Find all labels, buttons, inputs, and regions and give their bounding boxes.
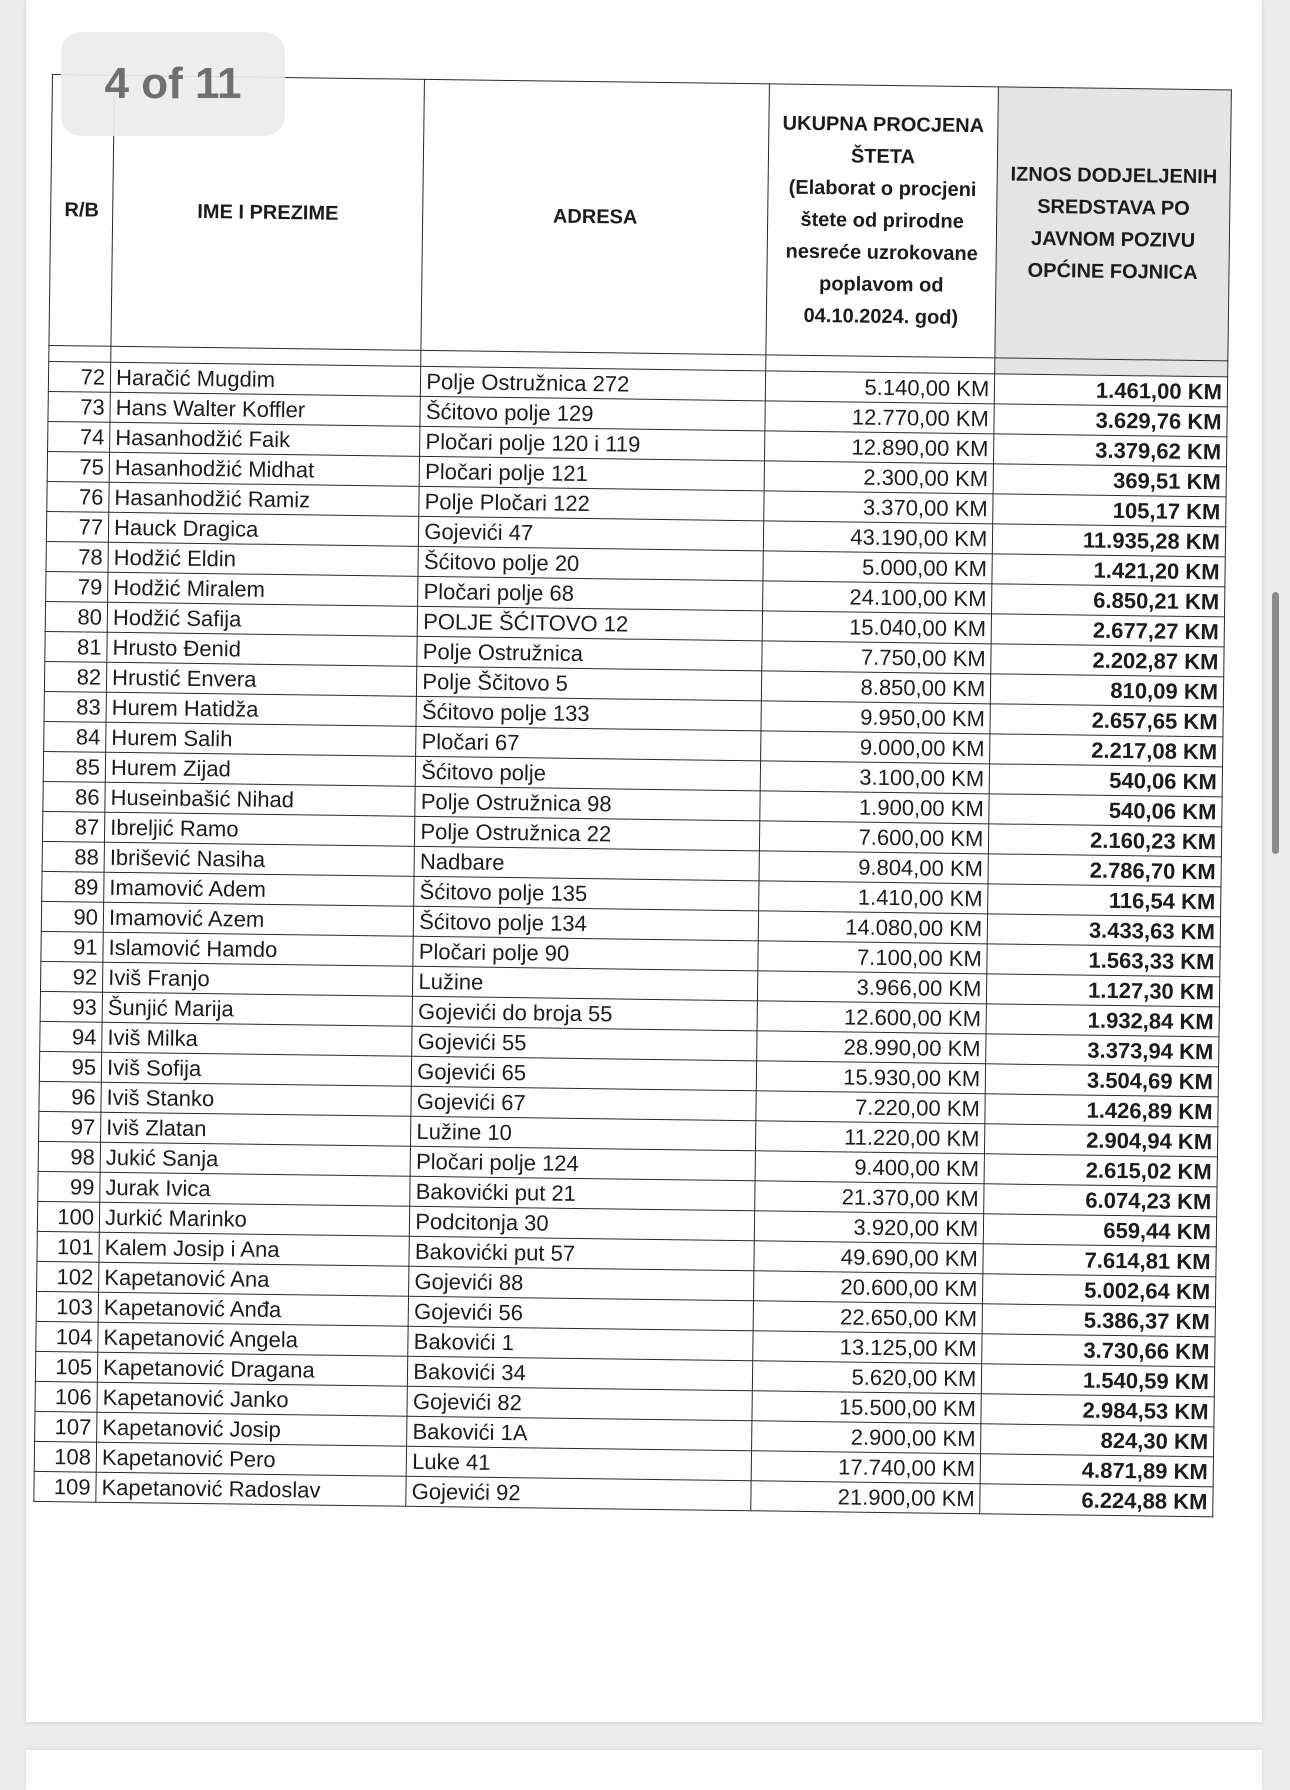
cell-address: Luke 41 (406, 1446, 751, 1481)
cell-name: Kapetanović Josip (97, 1412, 408, 1446)
cell-address: Šćitovo polje 133 (416, 696, 761, 731)
cell-name: Hasanhodžić Ramiz (109, 482, 420, 516)
cell-damage: 24.100,00 KM (762, 581, 992, 614)
cell-amount: 6.850,21 KM (992, 584, 1225, 617)
next-document-page (26, 1750, 1262, 1790)
cell-rb: 101 (37, 1231, 99, 1262)
cell-damage: 14.080,00 KM (758, 911, 988, 944)
cell-amount: 6.074,23 KM (984, 1184, 1217, 1217)
cell-address: Šćitovo polje 134 (414, 906, 759, 941)
cell-amount: 1.540,59 KM (982, 1364, 1215, 1397)
cell-name: Imamović Azem (103, 902, 414, 936)
cell-damage: 11.220,00 KM (755, 1121, 985, 1154)
cell-rb: 109 (34, 1471, 96, 1502)
header-amount-line: JAVNOM POZIVU (1030, 227, 1196, 252)
cell-name: Ibreljić Ramo (104, 812, 415, 846)
cell-address: Polje Ostružnica 98 (415, 786, 760, 821)
header-amount-line: IZNOS DODJELJENIH (1010, 163, 1218, 189)
cell-damage: 49.690,00 KM (754, 1241, 984, 1274)
cell-amount: 3.629,76 KM (994, 404, 1227, 437)
cell-address: Lužine 10 (411, 1116, 756, 1151)
cell-name: Iviš Milka (102, 1022, 413, 1056)
cell-address: Gojevići 88 (409, 1266, 754, 1301)
cell-damage: 21.900,00 KM (750, 1481, 980, 1514)
cell-amount: 824,30 KM (981, 1424, 1214, 1457)
cell-address: Šćitovo polje 20 (418, 546, 763, 581)
cell-damage: 2.300,00 KM (764, 461, 994, 494)
cell-rb: 104 (36, 1321, 98, 1352)
cell-name: Hodžić Eldin (108, 542, 419, 576)
cell-name: Kapetanović Janko (97, 1382, 408, 1416)
cell-rb: 107 (35, 1411, 97, 1442)
cell-address: Gojevići 67 (411, 1086, 756, 1121)
cell-amount: 3.433,63 KM (987, 914, 1220, 947)
cell-name: Hauck Dragica (108, 512, 419, 546)
cell-amount: 105,17 KM (993, 494, 1226, 527)
cell-amount: 2.615,02 KM (984, 1154, 1217, 1187)
cell-rb: 74 (48, 421, 110, 452)
cell-name: Iviš Zlatan (101, 1112, 412, 1146)
cell-name: Jukić Sanja (100, 1142, 411, 1176)
cell-amount: 3.504,69 KM (986, 1064, 1219, 1097)
cell-rb: 94 (40, 1021, 102, 1052)
cell-name: Hrusto Đenid (107, 632, 418, 666)
cell-address: Bakovići 1 (408, 1326, 753, 1361)
cell-address: Polje Ščitovo 5 (417, 666, 762, 701)
cell-rb: 105 (35, 1351, 97, 1382)
cell-name: Kapetanović Anđa (98, 1292, 409, 1326)
cell-amount: 2.202,87 KM (991, 644, 1224, 677)
cell-amount: 11.935,28 KM (993, 524, 1226, 557)
header-address: ADRESA (421, 79, 769, 354)
cell-rb: 95 (39, 1051, 101, 1082)
cell-name: Kapetanović Angela (98, 1322, 409, 1356)
cell-damage: 3.100,00 KM (760, 761, 990, 794)
cell-amount: 1.461,00 KM (995, 374, 1228, 407)
cell-address: Pločari 67 (416, 726, 761, 761)
cell-name: Jurkić Marinko (99, 1202, 410, 1236)
cell-amount: 810,09 KM (991, 674, 1224, 707)
cell-damage: 7.100,00 KM (758, 941, 988, 974)
page-indicator: 4 of 11 (61, 32, 285, 136)
cell-damage: 17.740,00 KM (751, 1451, 981, 1484)
cell-address: Lužine (413, 966, 758, 1001)
cell-amount: 4.871,89 KM (980, 1454, 1213, 1487)
cell-name: Jurak Ivica (100, 1172, 411, 1206)
cell-address: Gojevići 55 (412, 1026, 757, 1061)
cell-damage: 5.000,00 KM (763, 551, 993, 584)
cell-name: Hodžić Safija (107, 602, 418, 636)
cell-damage: 1.900,00 KM (759, 791, 989, 824)
cell-damage: 15.500,00 KM (752, 1391, 982, 1424)
cell-rb: 92 (40, 961, 102, 992)
cell-amount: 1.426,89 KM (985, 1094, 1218, 1127)
cell-rb: 98 (38, 1141, 100, 1172)
cell-amount: 5.002,64 KM (983, 1274, 1216, 1307)
cell-damage: 9.950,00 KM (761, 701, 991, 734)
cell-name: Hrustić Envera (106, 662, 417, 696)
cell-address: Gojevići 92 (406, 1476, 751, 1511)
cell-rb: 79 (46, 571, 108, 602)
cell-amount: 3.373,94 KM (986, 1034, 1219, 1067)
cell-rb: 87 (42, 811, 104, 842)
cell-address: Polje Ostružnica (417, 636, 762, 671)
cell-rb: 93 (40, 991, 102, 1022)
cell-name: Hurem Hatidža (106, 692, 417, 726)
cell-amount: 369,51 KM (993, 464, 1226, 497)
cell-damage: 9.000,00 KM (760, 731, 990, 764)
cell-name: Kapetanović Ana (99, 1262, 410, 1296)
cell-damage: 1.410,00 KM (758, 881, 988, 914)
cell-damage: 2.900,00 KM (751, 1421, 981, 1454)
cell-name: Hodžić Miralem (108, 572, 419, 606)
cell-name: Iviš Stanko (101, 1082, 412, 1116)
cell-amount: 1.932,84 KM (986, 1004, 1219, 1037)
cell-amount: 1.563,33 KM (987, 944, 1220, 977)
cell-address: Pločari polje 121 (419, 456, 764, 491)
cell-name: Kapetanović Radoslav (96, 1472, 407, 1506)
table-body (34, 345, 1228, 1516)
cell-name: Kapetanović Dragana (97, 1352, 408, 1386)
cell-name: Islamović Hamdo (103, 932, 414, 966)
cell-address: Podcitonja 30 (410, 1206, 755, 1241)
header-damage-line: ŠTETA (850, 145, 916, 169)
cell-address: Polje Ostružnica 272 (421, 366, 766, 401)
cell-damage: 43.190,00 KM (763, 521, 993, 554)
cell-address: Gojevići do broja 55 (412, 996, 757, 1031)
cell-address: Gojevići 56 (408, 1296, 753, 1331)
header-amount-line: OPĆINE FOJNICA (1027, 259, 1198, 285)
cell-name: Iviš Sofija (101, 1052, 412, 1086)
cell-rb: 75 (47, 451, 109, 482)
header-amount-line: SREDSTAVA PO (1037, 195, 1190, 220)
cell-rb: 86 (43, 781, 105, 812)
cell-rb: 80 (45, 601, 107, 632)
cell-name: Hans Walter Koffler (110, 392, 421, 426)
cell-damage: 15.930,00 KM (756, 1061, 986, 1094)
cell-address: Pločari polje 124 (410, 1146, 755, 1181)
cell-address: Šćitovo polje (416, 756, 761, 791)
cell-damage: 13.125,00 KM (752, 1331, 982, 1364)
cell-rb: 108 (34, 1441, 96, 1472)
cell-amount: 1.421,20 KM (992, 554, 1225, 587)
cell-damage: 20.600,00 KM (753, 1271, 983, 1304)
cell-rb: 72 (48, 361, 110, 392)
cell-amount: 2.677,27 KM (991, 614, 1224, 647)
cell-amount: 7.614,81 KM (983, 1244, 1216, 1277)
cell-name: Kalem Josip i Ana (99, 1232, 410, 1266)
header-rb: R/B (49, 75, 115, 347)
cell-rb: 84 (44, 721, 106, 752)
cell-damage: 28.990,00 KM (756, 1031, 986, 1064)
cell-address: Pločari polje 90 (413, 936, 758, 971)
cell-name: Huseinbašić Nihad (105, 782, 416, 816)
cell-address: Nadbare (414, 846, 759, 881)
cell-address: Šćitovo polje 129 (420, 396, 765, 431)
cell-rb: 100 (37, 1201, 99, 1232)
cell-rb: 76 (47, 481, 109, 512)
cell-address: Gojevići 65 (412, 1056, 757, 1091)
cell-rb: 103 (36, 1291, 98, 1322)
cell-damage: 9.804,00 KM (759, 851, 989, 884)
scrollbar[interactable] (1272, 592, 1279, 854)
cell-amount: 3.379,62 KM (994, 434, 1227, 467)
header-damage-line: (Elaborat o procjeni (788, 176, 977, 202)
cell-rb: 102 (37, 1261, 99, 1292)
header-name: IME I PREZIME (111, 75, 425, 350)
cell-address: POLJE ŠĆITOVO 12 (417, 606, 762, 641)
cell-name: Hurem Zijad (105, 752, 416, 786)
cell-name: Kapetanović Pero (96, 1442, 407, 1476)
cell-rb: 97 (39, 1111, 101, 1142)
cell-amount: 116,54 KM (988, 884, 1221, 917)
cell-rb: 88 (42, 841, 104, 872)
cell-amount: 540,06 KM (989, 794, 1222, 827)
cell-address: Bakovići 1A (407, 1416, 752, 1451)
cell-rb: 89 (42, 871, 104, 902)
cell-rb: 83 (44, 691, 106, 722)
header-damage (766, 84, 999, 358)
cell-amount: 2.160,23 KM (989, 824, 1222, 857)
cell-name: Hurem Salih (106, 722, 417, 756)
cell-address: Gojevići 47 (419, 516, 764, 551)
cell-damage: 15.040,00 KM (762, 611, 992, 644)
cell-damage: 3.966,00 KM (757, 971, 987, 1004)
cell-name: Šunjić Marija (102, 992, 413, 1026)
cell-damage: 7.750,00 KM (761, 641, 991, 674)
cell-name: Iviš Franjo (103, 962, 414, 996)
cell-rb: 99 (38, 1171, 100, 1202)
cell-damage: 7.600,00 KM (759, 821, 989, 854)
cell-amount: 1.127,30 KM (987, 974, 1220, 1007)
cell-rb: 90 (41, 901, 103, 932)
cell-name: Hasanhodžić Midhat (109, 452, 420, 486)
cell-address: Polje Ostružnica 22 (415, 816, 760, 851)
cell-name: Imamović Adem (104, 872, 415, 906)
cell-name: Hasanhodžić Faik (110, 422, 421, 456)
beneficiary-table (33, 74, 1232, 1517)
cell-address: Šćitovo polje 135 (414, 876, 759, 911)
cell-damage: 12.600,00 KM (757, 1001, 987, 1034)
cell-damage: 5.620,00 KM (752, 1361, 982, 1394)
cell-address: Gojevići 82 (407, 1386, 752, 1421)
header-damage-line: UKUPNA PROCJENA (782, 112, 985, 138)
cell-rb: 96 (39, 1081, 101, 1112)
header-damage-line: 04.10.2024. god) (803, 304, 959, 329)
header-damage-line: nesreće uzrokovane (785, 240, 979, 266)
cell-rb: 106 (35, 1381, 97, 1412)
cell-address: Pločari polje 120 i 119 (420, 426, 765, 461)
cell-amount: 2.904,94 KM (985, 1124, 1218, 1157)
cell-rb: 73 (48, 391, 110, 422)
cell-amount: 6.224,88 KM (980, 1484, 1213, 1517)
cell-name: Ibrišević Nasiha (104, 842, 415, 876)
cell-address: Bakovićki put 57 (409, 1236, 754, 1271)
cell-rb: 77 (46, 511, 108, 542)
cell-rb: 91 (41, 931, 103, 962)
cell-name: Haračić Mugdim (110, 362, 421, 396)
cell-address: Bakovićki put 21 (410, 1176, 755, 1211)
header-damage-line: poplavom od (818, 273, 944, 297)
cell-rb: 82 (44, 661, 106, 692)
cell-damage: 3.370,00 KM (763, 491, 993, 524)
spacer-cell (49, 345, 111, 362)
cell-address: Bakovići 34 (408, 1356, 753, 1391)
cell-damage: 12.770,00 KM (765, 401, 995, 434)
cell-amount: 2.657,65 KM (990, 704, 1223, 737)
cell-damage: 8.850,00 KM (761, 671, 991, 704)
cell-rb: 78 (46, 541, 108, 572)
cell-amount: 2.786,70 KM (988, 854, 1221, 887)
cell-damage: 9.400,00 KM (755, 1151, 985, 1184)
cell-damage: 3.920,00 KM (754, 1211, 984, 1244)
cell-amount: 5.386,37 KM (982, 1304, 1215, 1337)
cell-amount: 2.217,08 KM (990, 734, 1223, 767)
cell-amount: 2.984,53 KM (981, 1394, 1214, 1427)
cell-amount: 540,06 KM (989, 764, 1222, 797)
cell-rb: 81 (45, 631, 107, 662)
header-damage-line: štete od prirodne (800, 208, 964, 233)
cell-damage: 12.890,00 KM (764, 431, 994, 464)
cell-address: Pločari polje 68 (418, 576, 763, 611)
cell-damage: 22.650,00 KM (753, 1301, 983, 1334)
cell-amount: 659,44 KM (984, 1214, 1217, 1247)
cell-address: Polje Pločari 122 (419, 486, 764, 521)
cell-rb: 85 (43, 751, 105, 782)
cell-damage: 7.220,00 KM (756, 1091, 986, 1124)
cell-damage: 21.370,00 KM (754, 1181, 984, 1214)
cell-damage: 5.140,00 KM (765, 371, 995, 404)
header-amount (995, 87, 1231, 361)
cell-amount: 3.730,66 KM (982, 1334, 1215, 1367)
